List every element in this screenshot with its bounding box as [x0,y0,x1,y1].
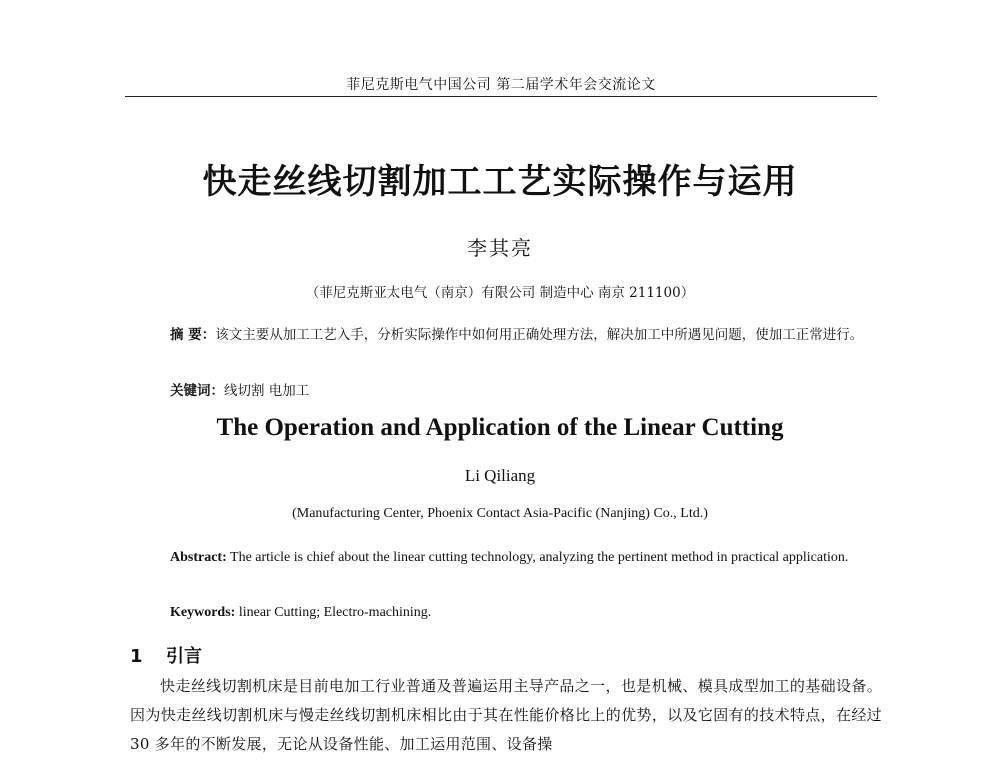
english-author: Li Qiliang [464,466,536,485]
chinese-affiliation: （菲尼克斯亚太电气（南京）有限公司 制造中心 南京 211100） [305,285,695,301]
running-header: 菲尼克斯电气中国公司 第二届学术年会交流论文 [346,77,656,93]
chinese-author: 李其亮 [467,236,533,260]
chinese-keywords [170,377,880,405]
chinese-title: 快走丝线切割加工工艺实际操作与运用 [202,162,798,202]
english-title: The Operation and Application of the Linear Cutting [216,414,784,441]
section-title: 引言 [166,646,202,667]
chinese-abstract-label: 摘 要： [170,327,216,343]
english-keywords [170,598,878,627]
english-affiliation: (Manufacturing Center, Phoenix Contact Asia-Pacific (Nanjing) Co., Ltd.) [292,506,708,521]
english-keywords-label: Keywords: [170,605,236,620]
chinese-keywords-label: 关键词： [170,383,224,399]
header-divider [125,96,877,97]
english-keywords-text: linear Cutting; Electro-machining. [235,605,432,620]
section-heading [130,642,880,668]
section-number: 1 [130,646,143,667]
english-abstract-label: Abstract: [170,550,227,565]
english-abstract [170,543,878,572]
chinese-keywords-text: 线切割 电加工 [224,383,310,399]
chinese-abstract [170,321,880,349]
section-paragraph: 快走丝线切割机床是目前电加工行业普通及普遍运用主导产品之一，也是机械、模具成型加工的基础设备。因为快走丝线切割机床与慢走丝线切割机床相比由于其在性能价格比上的优势，以及它固有的技术特点，在经过 30 多年的不断发展，无论从设备性能、加工运用范围、设备操 [130,677,882,753]
chinese-abstract-text: 该文主要从加工工艺入手，分析实际操作中如何用正确处理方法，解决加工中所遇见问题，使加工正常进行。 [215,327,864,343]
english-abstract-text: The article is chief about the linear cutting technology, analyzing the pertinent method in practical application. [226,550,849,565]
